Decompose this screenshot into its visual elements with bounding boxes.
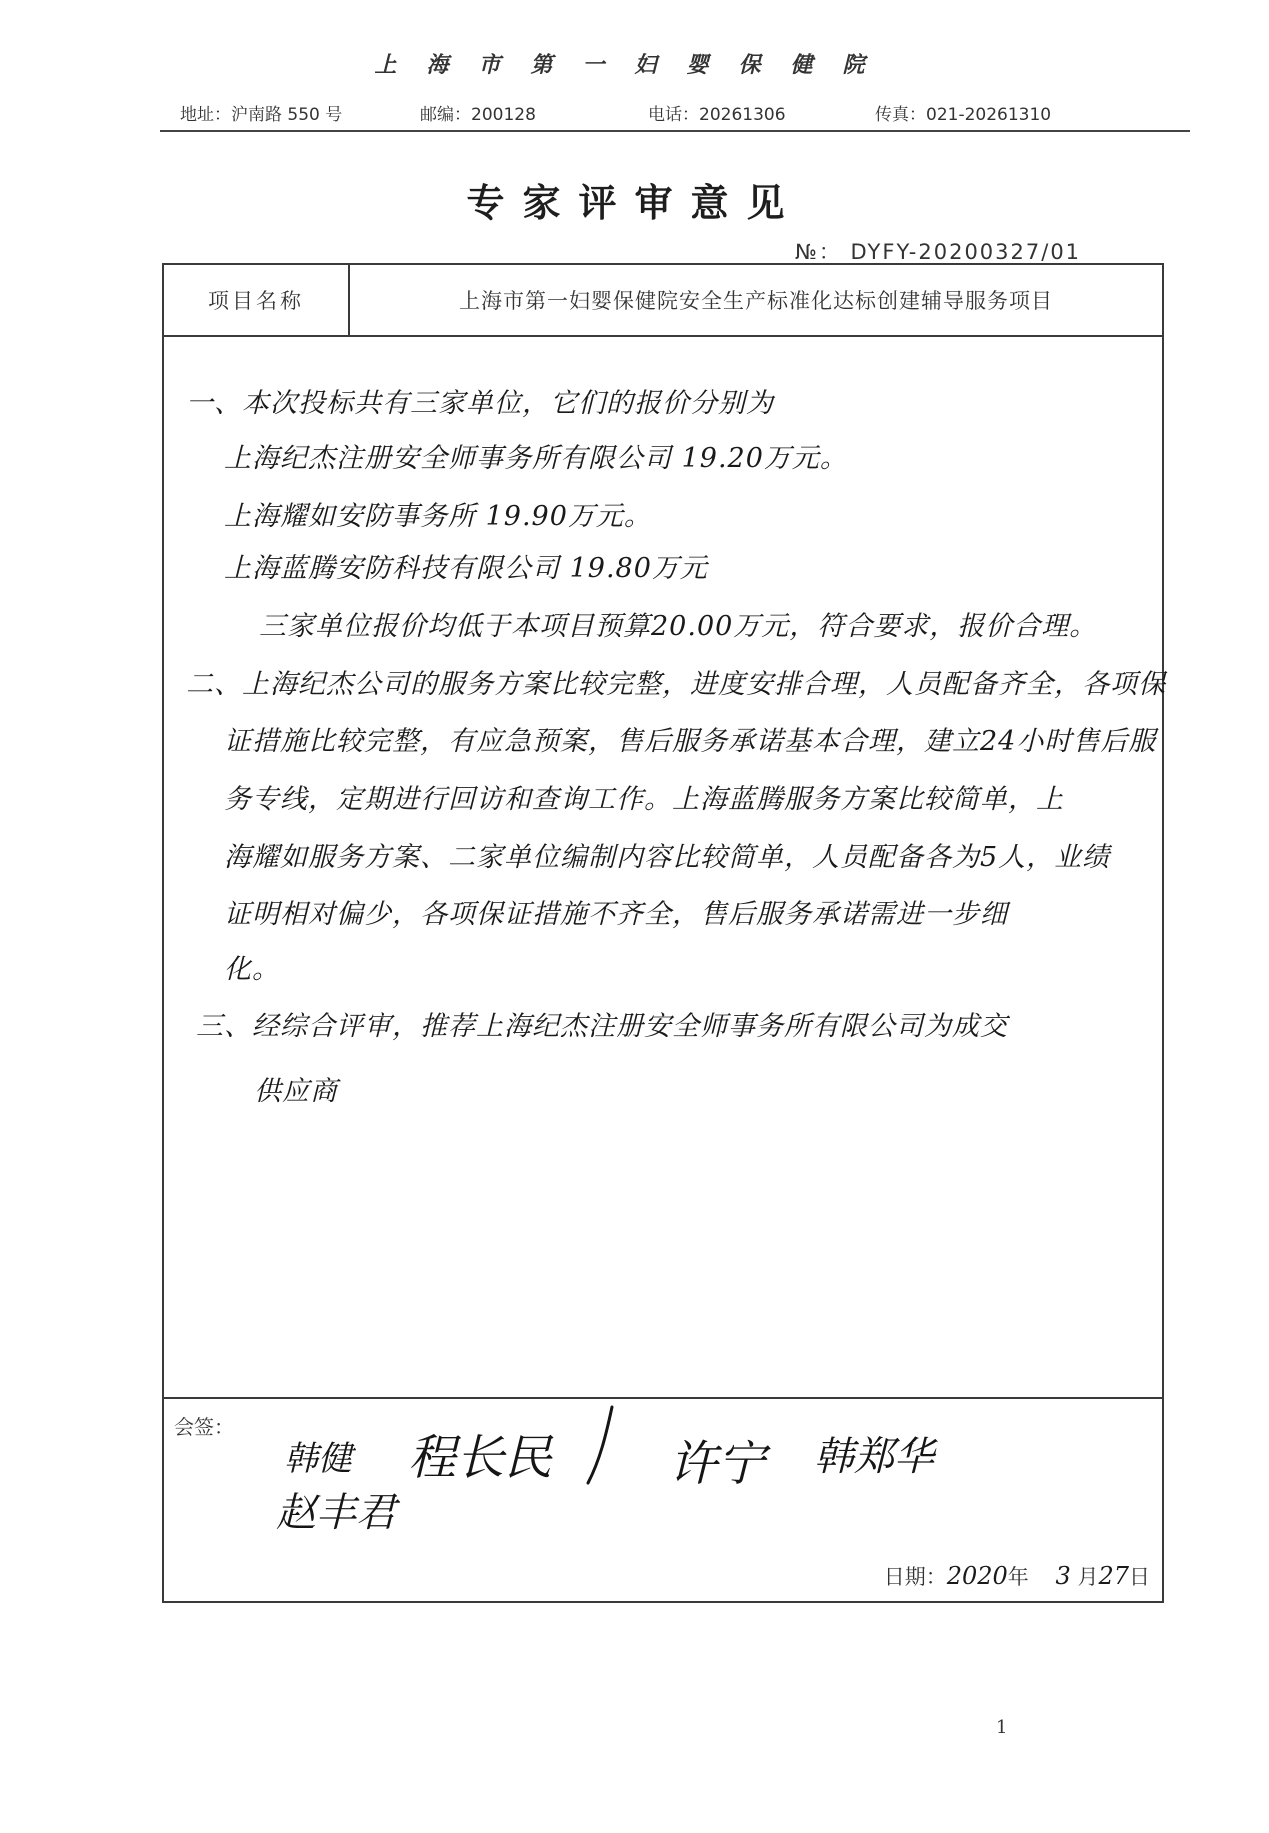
signature-area [164, 1397, 1162, 1603]
project-label: 项目名称 [164, 265, 350, 335]
opinion-line: 证措施比较完整，有应急预案，售后服务承诺基本合理，建立24小时售后服 [224, 726, 1157, 757]
opinion-line: 供应商 [254, 1076, 338, 1107]
phone: 电话：20261306 [648, 105, 786, 125]
date-day-unit: 日 [1129, 1565, 1150, 1589]
opinion-line: 上海蓝腾安防科技有限公司 19.80万元 [224, 553, 708, 584]
opinion-line: 一、本次投标共有三家单位，它们的报价分别为 [186, 388, 774, 419]
address: 地址：沪南路 550 号 [180, 105, 343, 125]
date-year: 2020 [946, 1562, 1008, 1590]
signature: 赵丰君 [276, 1490, 396, 1536]
opinion-line: 化。 [224, 954, 280, 985]
zip-code: 邮编：200128 [420, 105, 536, 125]
document-number: №： DYFY-20200327/01 [795, 240, 1082, 264]
page-number: 1 [996, 1717, 1008, 1738]
fax: 传真：021-20261310 [875, 105, 1052, 125]
opinion-body [164, 337, 1166, 1457]
opinion-line: 海耀如服务方案、二家单位编制内容比较简单，人员配备各为5人，业绩 [224, 842, 1111, 873]
opinion-line: 上海纪杰注册安全师事务所有限公司 19.20万元。 [224, 443, 848, 474]
date-month: 3 [1055, 1562, 1071, 1590]
project-name: 上海市第一妇婴保健院安全生产标准化达标创建辅导服务项目 [459, 289, 1053, 313]
opinion-line: 二、上海纪杰公司的服务方案比较完整，进度安排合理，人员配备齐全，各项保 [186, 669, 1166, 700]
header-divider [160, 130, 1190, 132]
review-date [884, 1561, 1150, 1591]
document-title: 专家评审意见 [466, 180, 803, 225]
date-month-unit: 月 [1077, 1565, 1099, 1589]
contact-row [180, 100, 1180, 128]
opinion-line: 三、经综合评审，推荐上海纪杰注册安全师事务所有限公司为成交 [196, 1011, 1008, 1042]
opinion-line: 三家单位报价均低于本项目预算20.00万元，符合要求，报价合理。 [259, 611, 1098, 642]
hospital-name: 上海市第一妇婴保健院 [374, 52, 895, 78]
date-year-unit: 年 [1007, 1565, 1029, 1589]
signature: 韩郑华 [814, 1434, 934, 1480]
date-day: 27 [1098, 1562, 1129, 1590]
signature: 许宁 [669, 1436, 766, 1492]
opinion-line: 证明相对偏少，各项保证措施不齐全，售后服务承诺需进一步细 [224, 899, 1008, 930]
signature-stroke [582, 1405, 622, 1485]
signature-stroke-path [588, 1407, 612, 1483]
signature-label: 会签： [174, 1415, 234, 1439]
review-form [162, 263, 1164, 1603]
date-label: 日期： [883, 1565, 947, 1589]
project-row [164, 265, 1162, 337]
opinion-line: 上海耀如安防事务所 19.90万元。 [224, 501, 652, 532]
opinion-line: 务专线，定期进行回访和查询工作。上海蓝腾服务方案比较简单，上 [224, 784, 1064, 815]
signature: 韩健 [284, 1439, 352, 1479]
signature: 程长民 [408, 1430, 553, 1486]
